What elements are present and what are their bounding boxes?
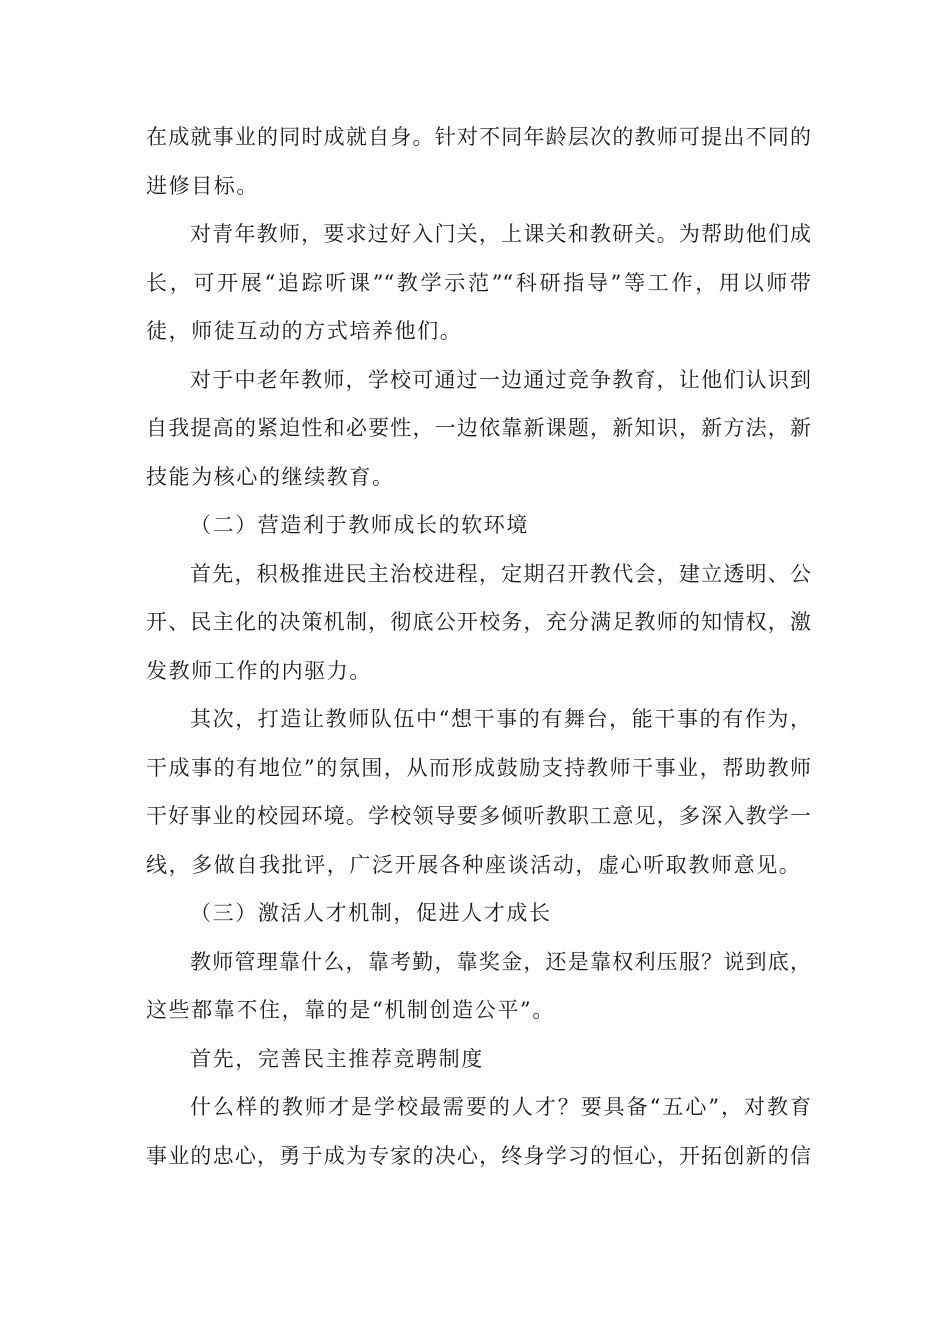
text-line: 自我提高的紧迫性和必要性，一边依靠新课题，新知识，新方法，新 [146,416,811,440]
text-line: 这些都靠不住，靠的是“机制创造公平”。 [146,998,555,1022]
text-line: 干好事业的校园环境。学校领导要多倾听教职工意见，多深入教学一 [146,804,811,828]
paragraph-first-line: 什么样的教师才是学校最需要的人才？要具备“五心”，对教育 [190,1095,811,1119]
text-line: 事业的忠心，勇于成为专家的决心，终身学习的恒心，开拓创新的信 [146,1143,811,1168]
paragraph-first-line: 首先，积极推进民主治校进程，定期召开教代会，建立透明、公 [190,561,811,586]
text-line: 干成事的有地位”的氛围，从而形成鼓励支持教师干事业，帮助教师 [146,755,811,780]
text-line: 开、民主化的决策机制，彻底公开校务，充分满足教师的知情权，激 [146,610,811,634]
paragraph-first-line: 对青年教师，要求过好入门关，上课关和教研关。为帮助他们成 [190,222,811,246]
document-body [146,113,811,1180]
text-line: 发教师工作的内驱力。 [146,658,372,683]
section-heading: （二）营造利于教师成长的软环境 [190,513,529,537]
subheading: 首先，完善民主推荐竞聘制度 [190,1046,484,1071]
paragraph-first-line: 教师管理靠什么，靠考勤，靠奖金，还是靠权利压服？说到底， [190,949,811,974]
text-line: 进修目标。 [146,173,259,198]
section-heading: （三）激活人才机制，促进人才成长 [190,901,552,925]
text-line: 徒，师徒互动的方式培养他们。 [146,319,463,343]
text-line: 在成就事业的同时成就自身。针对不同年龄层次的教师可提出不同的 [146,125,811,149]
paragraph-first-line: 其次，打造让教师队伍中“想干事的有舞台，能干事的有作为， [190,707,811,731]
text-line: 线，多做自我批评，广泛开展各种座谈活动，虚心听取教师意见。 [146,852,802,877]
paragraph-first-line: 对于中老年教师，学校可通过一边通过竞争教育，让他们认识到 [190,367,811,392]
text-line: 长，可开展“追踪听课”“教学示范”“科研指导”等工作，用以师带 [146,270,811,295]
text-line: 技能为核心的继续教育。 [146,464,395,489]
